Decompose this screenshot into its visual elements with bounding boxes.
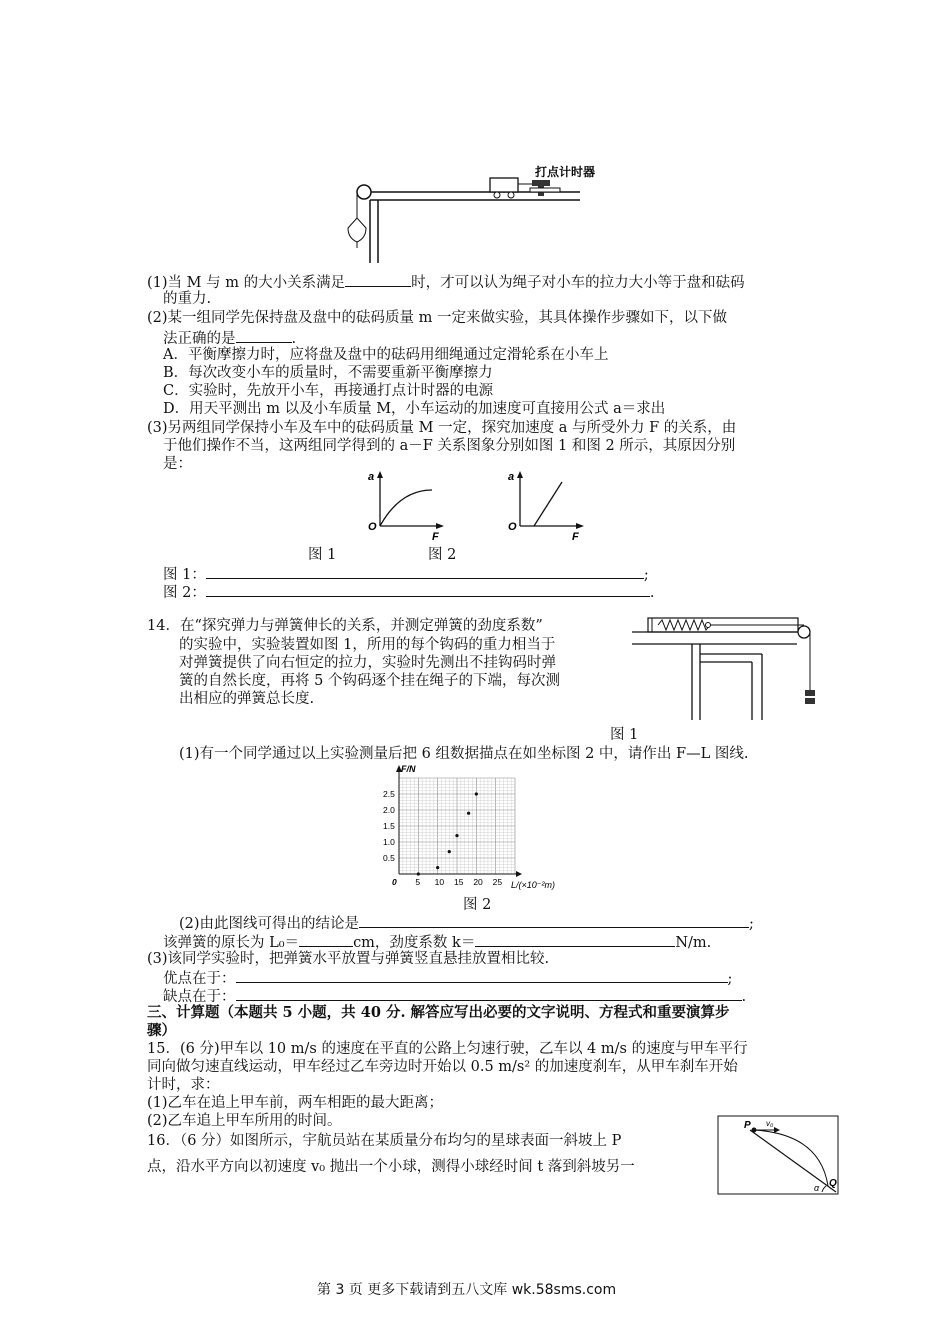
q14-disadvantage-period: . — [741, 989, 747, 1005]
graph2-a-label: a — [508, 471, 515, 483]
graph2-origin-label: O — [508, 521, 517, 533]
slope-point-p-label: P — [744, 1120, 751, 1131]
section3-heading-line1: 三、计算题（本题共 5 小题，共 40 分. 解答应写出必要的文字说明、方程式和重要演算步 — [147, 1004, 730, 1021]
x-tick-label: 20 — [473, 877, 483, 887]
data-point — [436, 866, 439, 869]
q13-part2-line1: (2)某一组同学先保持盘及盘中的砝码质量 m 一定来做实验，其具体操作步骤如下，以下做 — [147, 310, 728, 326]
q13-part2-prefix: 法正确的是 — [163, 331, 236, 347]
y-tick-label: 1.0 — [383, 837, 395, 847]
q13-part2-period: . — [291, 331, 297, 347]
q14-part3: (3)该同学实验时，把弹簧水平放置与弹簧竖直悬挂放置相比较. — [147, 951, 550, 967]
q13-answer2-period: . — [649, 585, 655, 601]
chart-ylabel: F/N — [401, 764, 416, 774]
q14-intro-line3: 对弹簧提供了向右恒定的拉力，实验时先测出不挂钩码时弹 — [179, 655, 556, 671]
graph2-line — [534, 482, 562, 526]
q13-part3-line1: (3)另两组同学保持小车及车中的砝码质量 M 一定，探究加速度 a 与所受外力 F 的关系，由 — [147, 420, 737, 436]
q14-advantage-blank[interactable] — [236, 968, 728, 983]
timer-label: 打点计时器 — [535, 165, 596, 179]
q15-part1: (1)乙车在追上甲车前，两车相距的最大距离； — [147, 1095, 444, 1111]
q13-option-c: C．实验时，先放开小车，再接通打点计时器的电源 — [163, 383, 494, 399]
q13-part1-line2: 的重力. — [163, 291, 212, 307]
data-point — [467, 812, 470, 815]
q13-part1-line1 — [147, 272, 745, 292]
q13-option-b: B．每次改变小车的质量时，不需要重新平衡摩擦力 — [163, 365, 493, 381]
q13-answer1-label: 图 1： — [163, 567, 206, 583]
q14-disadvantage-row — [163, 986, 746, 1006]
q13-figure1-caption: 图 1 — [308, 547, 337, 563]
section3-heading-line2: 骤） — [147, 1022, 176, 1039]
q13-answer1-blank[interactable] — [206, 564, 644, 579]
q15-line1: 15．(6 分)甲车以 10 m/s 的速度在平直的公路上匀速行驶，乙车以 4 m/s 的速度与甲车平行 — [147, 1041, 748, 1057]
f-l-scatter-chart — [365, 762, 565, 894]
graph1-curve — [380, 490, 432, 526]
q14-part2-line1 — [179, 913, 754, 933]
q14-intro-line5: 出相应的弹簧总长度. — [179, 691, 315, 707]
q14-intro-line2: 的实验中，实验装置如图 1，所用的每个钩码的重力相当于 — [179, 637, 556, 653]
q13-part3-line2: 于他们操作不当，这两组同学得到的 a－F 关系图象分别如图 1 和图 2 所示，其原因分别 — [163, 438, 736, 454]
q16-line1: 16．（6 分）如图所示，宇航员站在某质量分布均匀的星球表面一斜坡上 P — [147, 1133, 622, 1149]
q13-part3-line3: 是： — [163, 456, 192, 472]
q14-figure1-caption: 图 1 — [610, 727, 639, 743]
y-tick-label: 2.5 — [383, 789, 395, 799]
a-f-graph-2 — [500, 468, 590, 543]
q13-part1-blank[interactable] — [345, 272, 411, 287]
q13-part2-line2 — [163, 328, 296, 348]
q13-answer1-semicolon: ; — [643, 567, 649, 583]
q14-intro-line1: 14．在“探究弹力与弹簧伸长的关系，并测定弹簧的劲度系数” — [147, 618, 543, 634]
slope-projectile-figure — [716, 1114, 842, 1198]
data-point — [475, 792, 478, 795]
cart-pulley-apparatus-figure — [340, 158, 615, 268]
x-tick-label: 0 — [392, 877, 397, 887]
data-point — [417, 872, 420, 875]
q14-advantage-semicolon: ; — [727, 971, 733, 987]
page-footer: 第 3 页 更多下载请到五八文库 wk.58sms.com — [317, 1282, 617, 1298]
graph1-f-label: F — [432, 531, 439, 543]
y-tick-label: 0.5 — [383, 853, 395, 863]
spring-apparatus-figure — [632, 610, 827, 720]
x-tick-label: 25 — [492, 877, 503, 887]
slope-v0-label: v₀ — [766, 1119, 774, 1128]
q13-part1-prefix: (1)当 M 与 m 的大小关系满足 — [147, 275, 346, 291]
q14-disadvantage-label: 缺点在于： — [163, 989, 236, 1005]
q13-answer2-blank[interactable] — [206, 582, 650, 597]
q15-line3: 计时，求： — [147, 1077, 220, 1093]
chart-axes — [396, 765, 522, 877]
q16-line2: 点，沿水平方向以初速度 v₀ 抛出一个小球，测得小球经时间 t 落到斜坡另一 — [147, 1159, 635, 1175]
data-point — [455, 834, 458, 837]
q14-disadvantage-blank[interactable] — [236, 986, 742, 1001]
q14-advantage-label: 优点在于： — [163, 971, 236, 987]
y-tick-label: 1.5 — [383, 821, 395, 831]
q14-length-label: 该弹簧的原长为 L₀＝ — [163, 935, 300, 951]
q13-figure2-caption: 图 2 — [428, 547, 457, 563]
q14-part2-semicolon: ; — [749, 916, 754, 932]
q15-line2: 同向做匀速直线运动，甲车经过乙车旁边时开始以 0.5 m/s² 的加速度刹车，从甲车刹车开始 — [147, 1059, 738, 1075]
graph2-f-label: F — [572, 531, 579, 543]
data-point — [448, 850, 451, 853]
q14-advantage-row — [163, 968, 732, 988]
q14-part1: (1)有一个同学通过以上实验测量后把 6 组数据描点在如坐标图 2 中，请作出 F—L 图线. — [179, 746, 749, 762]
q14-part2-prefix: (2)由此图线可得出的结论是 — [179, 916, 360, 932]
slope-alpha-label: α — [814, 1183, 820, 1193]
q13-answer2-label: 图 2： — [163, 585, 206, 601]
q15-part2: (2)乙车追上甲车所用的时间。 — [147, 1113, 342, 1129]
a-f-graph-1 — [360, 468, 450, 543]
q13-part1-suffix: 时，才可以认为绳子对小车的拉力大小等于盘和砝码 — [411, 275, 745, 291]
q13-answer1-row — [163, 564, 649, 584]
q13-part2-blank[interactable] — [236, 328, 292, 343]
q14-part2-line2 — [163, 932, 711, 952]
graph1-origin-label: O — [368, 521, 377, 533]
q13-option-d: D．用天平测出 m 以及小车质量 M，小车运动的加速度可直接用公式 a＝求出 — [163, 401, 666, 417]
q14-length-blank[interactable] — [299, 932, 353, 947]
chart-xlabel: L/(×10⁻²m) — [511, 880, 556, 890]
x-tick-label: 15 — [454, 877, 464, 887]
graph1-a-label: a — [368, 471, 375, 483]
q14-k-label: cm，劲度系数 k＝ — [353, 935, 476, 951]
q14-k-blank[interactable] — [475, 932, 675, 947]
x-tick-label: 5 — [415, 877, 421, 887]
q14-conclusion-blank[interactable] — [359, 913, 749, 928]
slope-point-q-label: Q — [829, 1178, 837, 1189]
q14-k-unit: N/m. — [675, 935, 712, 951]
chart-grid — [399, 778, 515, 874]
q13-option-a: A．平衡摩擦力时，应将盘及盘中的砝码用细绳通过定滑轮系在小车上 — [163, 347, 609, 363]
x-tick-label: 10 — [434, 877, 445, 887]
q14-figure2-caption: 图 2 — [463, 897, 492, 913]
x-axis-arrow — [516, 871, 522, 877]
y-tick-label: 2.0 — [383, 805, 395, 815]
q14-intro-line4: 簧的自然长度，再将 5 个钩码逐个挂在绳子的下端，每次测 — [179, 673, 560, 689]
q13-answer2-row — [163, 582, 654, 602]
